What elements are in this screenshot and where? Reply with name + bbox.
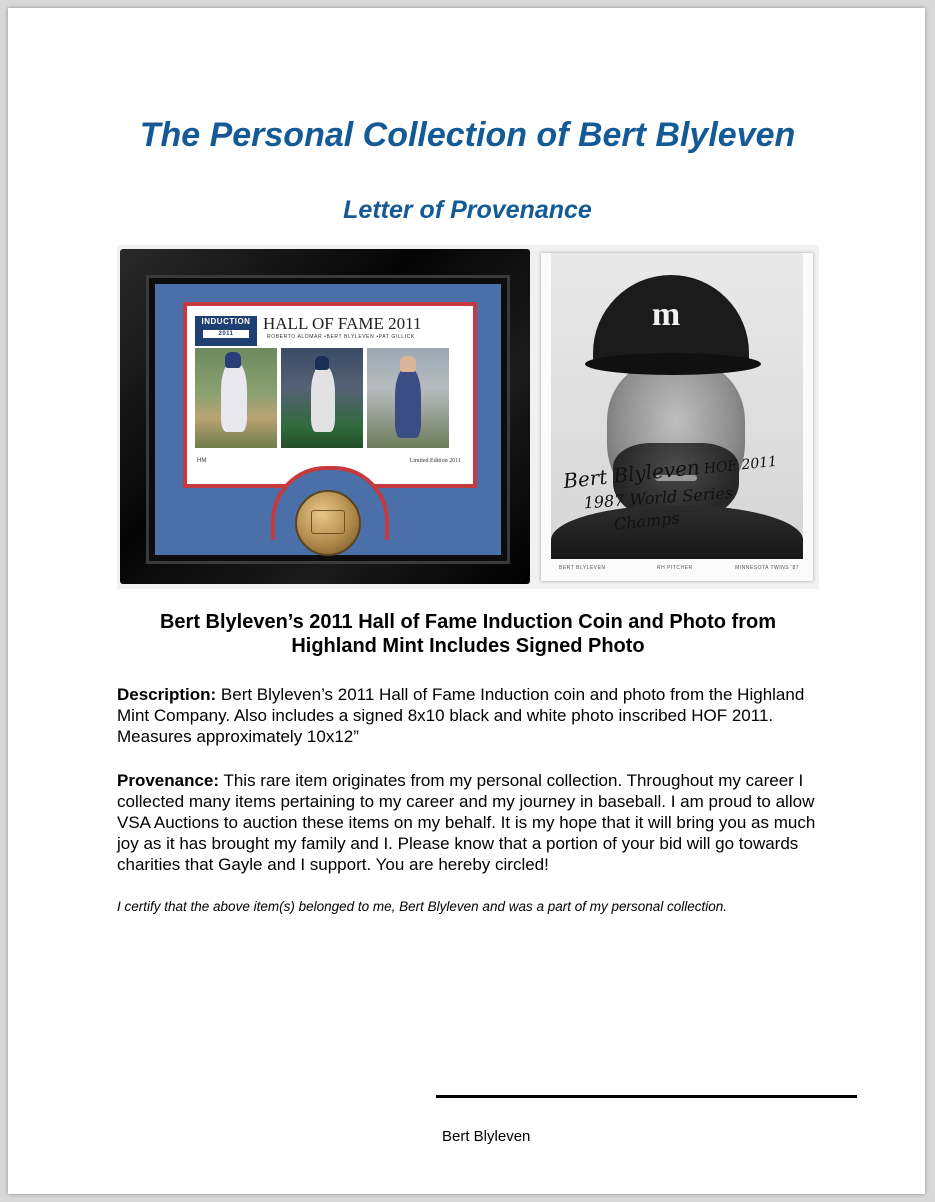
inductee-photo-1 — [195, 348, 277, 448]
autograph-inscription: Bert Blyleven HOF 2011 1987 World Series Champs — [561, 453, 778, 535]
description-paragraph — [117, 684, 823, 747]
hm-mark: HM — [197, 458, 207, 464]
signature-line — [436, 1095, 857, 1098]
provenance-paragraph — [117, 770, 823, 875]
hof-inductee-names: ROBERTO ALOMAR •BERT BLYLEVEN •PAT GILLICK — [267, 334, 415, 340]
hof-insert — [193, 312, 467, 478]
signed-photo: m Bert Blyleven HOF 2011 1987 World Series Champs BERT BLYLEVEN RH PITCHER MINNESOTA TWINS '87 — [541, 253, 813, 581]
description-label: Description: — [117, 685, 217, 704]
framed-item — [120, 249, 530, 584]
document-title: The Personal Collection of Bert Blyleven — [139, 116, 796, 154]
item-photo — [117, 245, 819, 589]
hof-header: HALL OF FAME 2011 — [263, 314, 422, 333]
certification-statement: I certify that the above item(s) belonged to me, Bert Blyleven and was a part of my personal collection. — [117, 899, 728, 914]
document-subtitle: Letter of Provenance — [343, 196, 592, 224]
induction-coin — [295, 490, 361, 556]
document-page — [8, 8, 925, 1194]
limited-edition-label: Limited Edition 2011 — [409, 458, 461, 464]
item-heading: Bert Blyleven’s 2011 Hall of Fame Induction Coin and Photo from Highland Mint Includes Signed Photo — [159, 611, 777, 657]
provenance-label: Provenance: — [117, 771, 220, 790]
inductee-photo-3 — [367, 348, 449, 448]
inductee-photo-2 — [281, 348, 363, 448]
twins-cap-logo: m — [651, 296, 681, 333]
induction-logo: INDUCTION 2011 — [195, 316, 257, 346]
signature-name: Bert Blyleven — [442, 1128, 531, 1145]
provenance-text: This rare item originates from my personal collection. Throughout my career I collected many items pertaining to my career and my journey in baseball. I am proud to allow VSA Auctions to auction these items on my behalf. It is my hope that it will bring you as much joy as it has brought my family and I. Please know that a portion of your bid will go towards charities that Gayle and I support. You are hereby circled! — [117, 771, 816, 874]
description-text: Bert Blyleven’s 2011 Hall of Fame Induction coin and photo from the Highland Mint Company. Also includes a signed 8x10 black and white photo inscribed HOF 2011. Measures approximately 10x12” — [117, 685, 805, 746]
frame-mat — [155, 284, 501, 555]
